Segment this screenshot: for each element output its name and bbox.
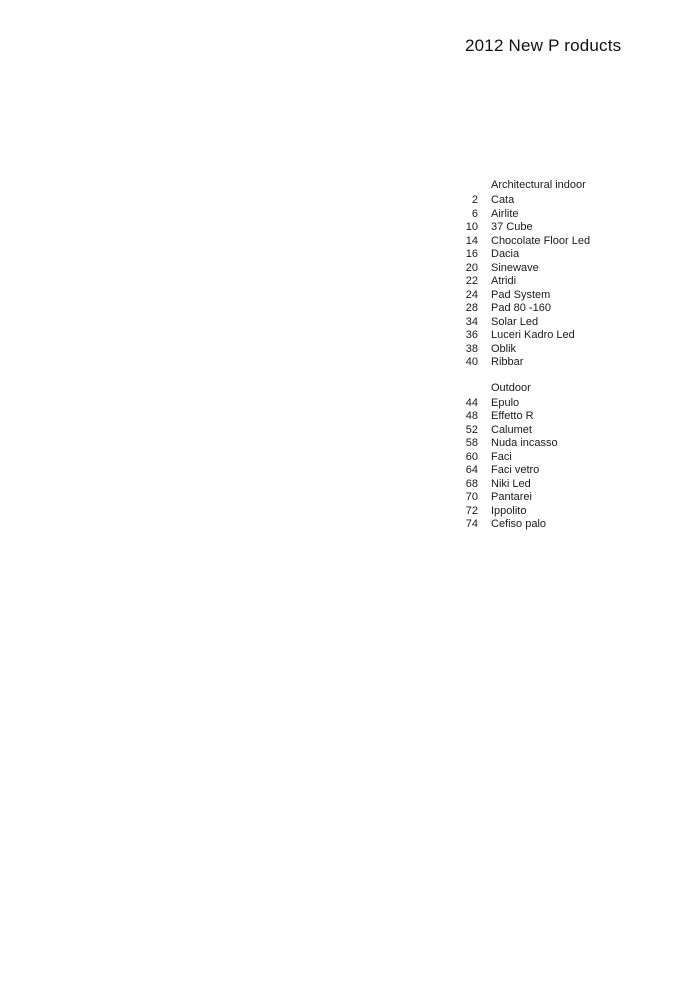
toc-entry: [440, 289, 690, 303]
toc-entry-label: Niki Led: [491, 477, 531, 490]
toc-entry: [440, 478, 690, 492]
toc-page-number: 38: [465, 342, 478, 355]
toc-entry-label: Faci vetro: [491, 464, 540, 476]
toc-entry: [440, 518, 690, 532]
toc-entry: [440, 410, 690, 424]
toc-entry: [440, 397, 690, 411]
toc-page-number: 64: [465, 464, 478, 476]
toc-entry-label: Epulo: [491, 396, 520, 409]
toc-entry-label: Solar Led: [491, 315, 539, 328]
toc-page-number: 72: [465, 504, 478, 517]
toc-page-number: 28: [465, 302, 478, 314]
toc-entry: [440, 221, 690, 235]
toc-entry: [440, 505, 690, 519]
section-heading: Outdoor: [491, 381, 531, 394]
toc-entry: [440, 248, 690, 262]
toc-entry-label: Sinewave: [491, 261, 539, 274]
toc-page-number: 10: [465, 221, 478, 233]
toc-entry: [440, 316, 690, 330]
toc-entry-label: Pad 80 -160: [491, 302, 551, 314]
toc-entry-label: Dacia: [491, 248, 520, 260]
toc-entry: [440, 194, 690, 208]
toc-page-number: 70: [465, 491, 478, 503]
toc-page-number: 40: [465, 356, 478, 368]
toc-entry-label: Effetto R: [491, 410, 534, 422]
toc-entry-label: Faci: [491, 450, 512, 463]
toc-entry-label: Ribbar: [491, 356, 524, 368]
toc-page-number: 52: [465, 423, 478, 436]
toc-entry-label: Chocolate Floor Led: [491, 234, 591, 247]
toc-page-number: 2: [471, 194, 478, 206]
toc-entry-label: Airlite: [491, 207, 519, 220]
table-of-contents: [440, 176, 690, 532]
toc-entry: [440, 302, 690, 316]
toc-page-number: 22: [465, 275, 478, 287]
toc-page-number: 58: [465, 437, 478, 449]
page-title: 2012 New P roducts: [465, 36, 622, 55]
toc-page-number: 74: [465, 518, 478, 530]
toc-entry: [440, 329, 690, 343]
toc-section: [440, 379, 690, 532]
toc-entry: [440, 235, 690, 249]
section-heading: Architectural indoor: [491, 179, 586, 191]
toc-entry: [440, 451, 690, 465]
toc-entry-label: 37 Cube: [491, 221, 533, 233]
toc-page-number: 6: [471, 207, 478, 220]
toc-entry-label: Luceri Kadro Led: [491, 329, 575, 341]
toc-page-number: 16: [465, 248, 478, 260]
toc-entry: [440, 491, 690, 505]
toc-page-number: 48: [465, 410, 478, 422]
toc-entry: [440, 275, 690, 289]
toc-entry-label: Pad System: [491, 288, 551, 301]
toc-page-number: 34: [465, 315, 478, 328]
toc-section: [440, 176, 690, 370]
toc-entry-label: Ippolito: [491, 504, 527, 517]
toc-page-number: 44: [465, 396, 478, 409]
toc-entry: [440, 424, 690, 438]
toc-entry: [440, 464, 690, 478]
toc-entry: [440, 437, 690, 451]
toc-entry-label: Nuda incasso: [491, 437, 558, 449]
toc-page-number: 60: [465, 450, 478, 463]
toc-entry-label: Atridi: [491, 275, 517, 287]
toc-entry: [440, 343, 690, 357]
toc-entry-label: Oblik: [491, 342, 517, 355]
toc-entry: [440, 356, 690, 370]
toc-entry-label: Cefiso palo: [491, 518, 547, 530]
toc-entry-label: Calumet: [491, 423, 532, 436]
toc-page-number: 36: [465, 329, 478, 341]
toc-entry: [440, 208, 690, 222]
toc-page-number: 20: [465, 261, 478, 274]
toc-entry: [440, 262, 690, 276]
toc-page-number: 14: [465, 234, 478, 247]
toc-page-number: 68: [465, 477, 478, 490]
toc-page-number: 24: [465, 288, 478, 301]
toc-entry-label: Pantarei: [491, 491, 532, 503]
toc-entry-label: Cata: [491, 194, 515, 206]
